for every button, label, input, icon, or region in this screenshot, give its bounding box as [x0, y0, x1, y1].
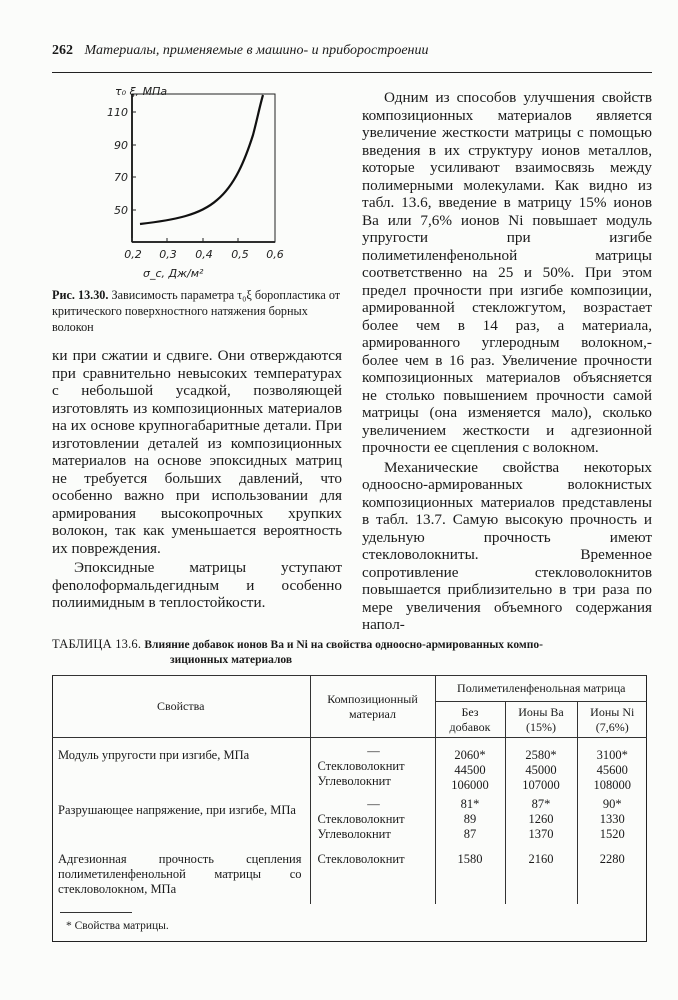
- x-tick: 0,6: [266, 248, 284, 261]
- page-number: 262: [52, 43, 73, 58]
- paragraph: Эпоксидные матрицы уступают фenoлоформальдегидным и особенно полиимидным в теплостойкости.: [52, 559, 342, 611]
- table-desc: Влияние добавок ионов Ba и Ni на свойства одноосно-армированных компо-: [144, 639, 543, 651]
- header-col3: Ионы Ni (7,6%): [577, 702, 647, 738]
- row-col1: 2060* 44500 106000: [435, 738, 505, 794]
- right-column: [362, 89, 652, 634]
- table-title: [52, 637, 656, 668]
- x-tick: 0,2: [124, 248, 142, 261]
- y-tick: 90: [114, 139, 128, 152]
- row-col3: 90* 1330 1520: [577, 793, 647, 842]
- row-property: Разрушающее напряжение, при изгибе, МПа: [52, 793, 310, 842]
- y-tick: 70: [114, 171, 128, 184]
- table-desc-cont: зиционных материалов: [170, 654, 293, 666]
- chart-frame: [132, 94, 275, 242]
- header-property: Свойства: [52, 676, 310, 738]
- row-materials: — Стекловолокнит Углеволокнит: [310, 738, 435, 794]
- y-tick: 110: [107, 106, 128, 119]
- table-row: [52, 842, 647, 904]
- figure-chart: [95, 80, 325, 280]
- data-table: [52, 675, 647, 904]
- row-col3: 3100* 45600 108000: [577, 738, 647, 794]
- header-rule: [52, 72, 652, 73]
- row-col3: 2280: [577, 842, 647, 904]
- row-materials: — Стекловолокнит Углеволокнит: [310, 793, 435, 842]
- x-tick: 0,4: [195, 248, 213, 261]
- left-column: [52, 347, 342, 612]
- x-tick: 0,3: [159, 248, 177, 261]
- caption-label: Рис. 13.30.: [52, 288, 109, 302]
- footnote-rule: [60, 912, 132, 913]
- table-row: [52, 738, 647, 794]
- header-group: Полиметиленфенольная матрица: [435, 676, 647, 702]
- figure-caption: [52, 287, 342, 335]
- y-tick: 50: [114, 204, 128, 217]
- header-col1: Без добавок: [435, 702, 505, 738]
- chart-curve: [140, 95, 263, 224]
- row-property: Адгезионная прочность сцепления полиметиленфенольной матрицы со стекловолокном, МПа: [52, 842, 310, 904]
- running-title: Материалы, применяемые в машино- и приборостроении: [84, 43, 429, 58]
- row-col2: 2160: [505, 842, 577, 904]
- header-col2: Ионы Ba (15%): [505, 702, 577, 738]
- table-row: [52, 793, 647, 842]
- paragraph: Одним из способов улучшения свойств композиционных материалов является увеличение жесткости матрицы с помощью введения в их структуру ионов металлов, которые усиливают взаимосвязь между полимерными молекулами. Как видно из табл. 13.6, введение в матрицу 15% ионов Ba или 7,6% ионов Ni повышает модуль упругости при изгибе полиметиленфенольной матрицы соответственно на 25 и 50%. При этом предел прочности при изгибе композиции, армированной стекложгутом, возрастает более чем в 14 раз, а материала, армированного углеродным волокном,- более чем в 16 раз. Увеличение прочности композиционных материалов объясняется не столько повышением прочности самой матрицы (она изменяется мало), сколько увеличением жесткости и адгезионной прочности ее сцепления с волокном.: [362, 89, 652, 456]
- chart-xlabel: σ_c, Дж/м²: [143, 267, 204, 280]
- chart-ylabel: τ₀ ξ, МПа: [115, 85, 168, 98]
- row-col2: 2580* 45000 107000: [505, 738, 577, 794]
- table-label: ТАБЛИЦА 13.6.: [52, 637, 142, 651]
- header-material: Композиционный материал: [310, 676, 435, 738]
- row-col2: 87* 1260 1370: [505, 793, 577, 842]
- table-footnote: * Свойства матрицы.: [66, 920, 169, 932]
- paragraph: Механические свойства некоторых одноосно-армированных волокнистых композиционных материалов представлены в табл. 13.7. Самую высокую прочность и удельную прочность имеют стекловолокниты. Временное сопротивление стекловолокнитов повышается приблизительно в три раза по мере увеличения объемного содержания напол-: [362, 458, 652, 633]
- paragraph: ки при сжатии и сдвиге. Они отверждаются при сравнительно невысоких температурах с небольшой усадкой, позволяющей изготовлять из композиционных материалов на их основе крупногабаритные детали. При изготовлении деталей из композиционных материалов на основе эпоксидных матриц не требуется больших давлений, что особенно важно при использовании для армирования высокопрочных хрупких волокон, так как уменьшается вероятность их повреждения.: [52, 347, 342, 557]
- caption-text: Зависимость параметра τ₀ξ боропластика от критического поверхностного натяжения борных волокон: [52, 288, 341, 334]
- running-header: [52, 42, 652, 60]
- row-materials: Стекловолокнит: [310, 842, 435, 904]
- x-tick: 0,5: [231, 248, 249, 261]
- row-property: Модуль упругости при изгибе, МПа: [52, 738, 310, 794]
- row-col1: 81* 89 87: [435, 793, 505, 842]
- row-col1: 1580: [435, 842, 505, 904]
